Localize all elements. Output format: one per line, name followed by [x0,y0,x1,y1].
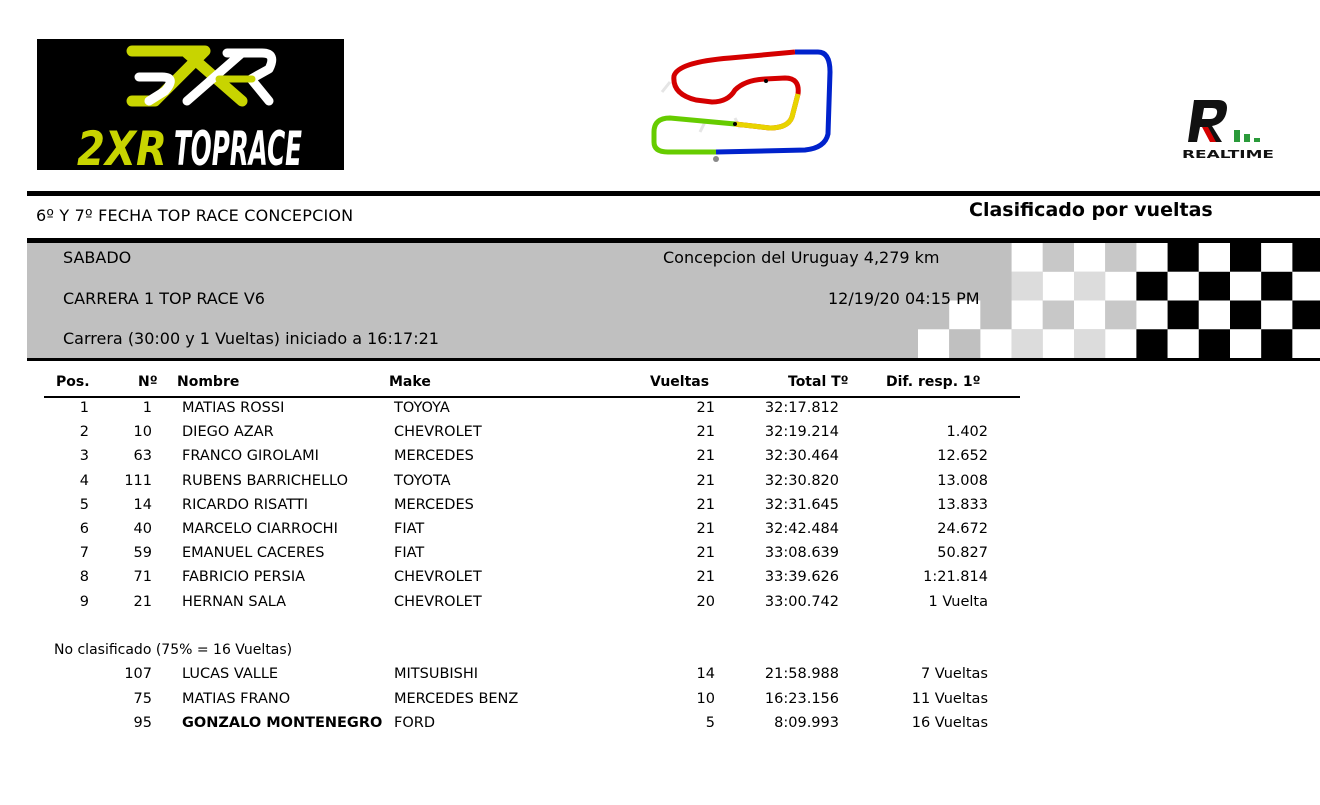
cell-driver-name: HERNAN SALA [182,593,287,610]
cell-pos: 8 [79,569,89,586]
cell-gap: 50.827 [937,545,988,562]
header-underline [44,396,1020,398]
flag-square [1292,301,1320,330]
table-row [0,666,1320,690]
cell-gap: 7 Vueltas [920,666,988,682]
cell-make: FORD [394,715,435,731]
flag-square [1074,243,1105,272]
cell-laps: 21 [696,472,715,489]
cell-gap: 1:21.814 [923,569,988,586]
cell-number: 59 [133,545,152,562]
table-row [0,594,1320,618]
realtime-logo [1178,96,1278,162]
flag-square [949,329,980,358]
cell-driver-name: LUCAS VALLE [182,666,279,682]
col-header-make: Make [389,374,431,390]
table-row [0,448,1320,472]
cell-make: TOYOTA [394,472,451,489]
cell-make: CHEVROLET [394,593,482,610]
cell-make: MERCEDES BENZ [394,690,519,707]
cell-pos: 1 [79,400,89,416]
cell-pos: 9 [79,593,89,610]
flag-square [1168,243,1199,272]
cell-gap: 16 Vueltas [911,715,988,731]
track-sector-green [654,118,735,152]
cell-number: 63 [133,448,152,465]
cell-driver-name: FRANCO GIROLAMI [182,448,319,465]
flag-square [1105,329,1136,358]
cell-number: 107 [124,666,152,682]
cell-make: CHEVROLET [394,569,482,586]
flag-square [1043,301,1074,330]
flag-square [1261,301,1292,330]
cell-laps: 10 [696,690,715,707]
flag-square [1199,329,1230,358]
cell-gap: 12.652 [937,448,988,465]
flag-square [1012,243,1043,272]
session-day: SABADO [63,248,132,267]
flag-square [1261,272,1292,301]
cell-number: 75 [133,690,152,707]
cell-number: 95 [133,715,152,731]
cell-driver-name: MATIAS ROSSI [182,400,285,416]
flag-square [1168,329,1199,358]
cell-total-time: 21:58.988 [764,666,839,682]
cell-pos: 2 [79,424,89,441]
classification-title: Clasificado por vueltas [969,199,1213,221]
table-row [0,424,1320,448]
flag-square [980,243,1011,272]
cell-driver-name: DIEGO AZAR [182,424,274,441]
flag-square [1199,272,1230,301]
logo-word-race: TOPRACE [174,122,302,177]
table-row [0,545,1320,569]
col-header-name: Nombre [177,374,240,390]
flag-square [980,272,1011,301]
divider-bottom [27,358,1320,361]
cell-gap: 13.833 [937,496,988,513]
track-sector-red [674,52,798,128]
cell-pos: 3 [79,448,89,465]
cell-total-time: 32:19.214 [764,424,839,441]
cell-gap: 1.402 [946,424,988,441]
cell-laps: 21 [696,521,715,537]
flag-square [1261,243,1292,272]
flag-square [980,301,1011,330]
flag-square [1136,301,1167,330]
flag-square [1230,301,1261,330]
flag-square [1043,272,1074,301]
flag-square [1105,301,1136,330]
flag-square [1074,272,1105,301]
cell-total-time: 32:42.484 [764,521,839,537]
cell-make: MERCEDES [394,448,474,465]
cell-total-time: 32:17.812 [764,400,839,416]
col-header-laps: Vueltas [650,374,710,390]
cell-number: 71 [133,569,152,586]
cell-pos: 6 [79,521,89,537]
table-row [0,497,1320,521]
cell-laps: 20 [696,593,715,610]
col-header-total: Total Tº [788,374,849,390]
flag-square [980,329,1011,358]
flag-square [1230,243,1261,272]
cell-total-time: 32:30.820 [764,472,839,489]
cell-laps: 21 [696,569,715,586]
cell-total-time: 32:30.464 [764,448,839,465]
cell-laps: 21 [696,400,715,416]
flag-square [1074,329,1105,358]
top-race-logo-graphic [37,39,344,177]
race-name: CARRERA 1 TOP RACE V6 [63,289,265,308]
realtime-wordmark: REALTIME [1182,148,1274,161]
cell-laps: 21 [696,448,715,465]
cell-driver-name: MATIAS FRANO [182,690,291,707]
flag-square [1199,301,1230,330]
not-classified-label: No clasificado (75% = 16 Vueltas) [54,642,293,658]
cell-make: MERCEDES [394,496,474,513]
table-row [0,400,1320,424]
cell-make: CHEVROLET [394,424,482,441]
flag-square [1199,243,1230,272]
cell-driver-name: RUBENS BARRICHELLO [182,472,348,489]
cell-total-time: 8:09.993 [774,715,839,731]
cell-make: MITSUBISHI [394,666,479,682]
table-row [0,569,1320,593]
cell-number: 21 [133,593,152,610]
cell-driver-name: RICARDO RISATTI [182,496,309,513]
flag-square [1168,272,1199,301]
flag-square [1105,272,1136,301]
cell-laps: 21 [696,545,715,562]
cell-total-time: 33:39.626 [764,569,839,586]
cell-driver-name: MARCELO CIARROCHI [182,521,338,537]
event-title: 6º Y 7º FECHA TOP RACE CONCEPCION [36,206,354,225]
cell-pos: 4 [79,472,89,489]
cell-total-time: 16:23.156 [764,690,839,707]
flag-square [918,329,949,358]
cell-pos: 5 [79,496,89,513]
cell-gap: 13.008 [937,472,988,489]
cell-driver-name: FABRICIO PERSIA [182,569,306,586]
cell-laps: 21 [696,496,715,513]
cell-number: 40 [133,521,152,537]
cell-make: FIAT [394,545,425,562]
col-header-diff: Dif. resp. 1º [886,374,981,390]
flag-square [1261,329,1292,358]
logo-word-top: 2XR [77,122,167,177]
cell-make: FIAT [394,521,425,537]
flag-square [1074,301,1105,330]
flag-square [1012,272,1043,301]
cell-total-time: 33:00.742 [764,593,839,610]
track-map [640,42,840,167]
cell-pos: 7 [79,545,89,562]
flag-square [1168,301,1199,330]
flag-square [1012,329,1043,358]
flag-square [1230,272,1261,301]
table-row [0,691,1320,715]
flag-square [1230,329,1261,358]
flag-square [1012,301,1043,330]
flag-square [1105,243,1136,272]
cell-number: 111 [124,472,152,489]
cell-make: TOYOYA [394,400,450,416]
flag-square [1292,272,1320,301]
cell-laps: 21 [696,424,715,441]
flag-square [1136,243,1167,272]
cell-driver-name: EMANUEL CACERES [182,545,325,562]
table-row [0,715,1320,739]
cell-number: 1 [142,400,152,416]
top-race-logo [37,39,344,177]
flag-square [1136,329,1167,358]
race-info: Carrera (30:00 y 1 Vueltas) iniciado a 16:17:21 [63,329,439,348]
divider-top [27,191,1320,196]
cell-gap: 24.672 [937,521,988,537]
cell-number: 10 [133,424,152,441]
cell-driver-name: GONZALO MONTENEGRO [182,715,383,731]
col-header-num: Nº [138,374,158,390]
cell-gap: 11 Vueltas [911,690,988,707]
cell-number: 14 [133,496,152,513]
circuit-name: Concepcion del Uruguay 4,279 km [663,248,940,267]
cell-total-time: 32:31.645 [764,496,839,513]
track-sector-yellow [735,94,798,128]
cell-gap: 1 Vuelta [928,593,988,610]
flag-square [1043,329,1074,358]
session-datetime: 12/19/20 04:15 PM [828,289,980,308]
col-header-pos: Pos. [56,374,90,390]
table-row [0,521,1320,545]
flag-square [949,243,980,272]
cell-total-time: 33:08.639 [764,545,839,562]
track-sector-blue [716,52,830,152]
flag-square [1136,272,1167,301]
flag-square [1292,329,1320,358]
cell-laps: 5 [705,715,715,731]
flag-square [1043,243,1074,272]
cell-laps: 14 [696,666,715,682]
table-row [0,473,1320,497]
start-marker [713,156,719,162]
flag-square [1292,243,1320,272]
